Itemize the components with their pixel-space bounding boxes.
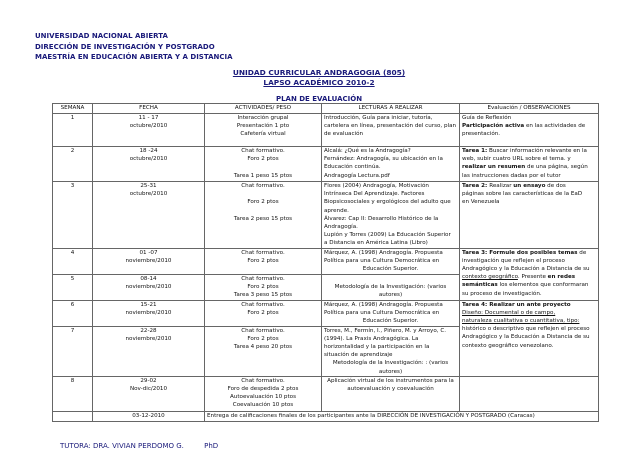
week-cell: 6 — [53, 300, 93, 326]
readings-cell: Metodología de la Investigación: (varios autores) — [322, 274, 460, 300]
activities-cell: Chat formativo. Foro 2 ptos Tarea 3 peso 15 ptos — [205, 274, 322, 300]
date-cell: 03-12-2010 — [93, 411, 205, 421]
tutor-degree: PhD — [204, 442, 219, 450]
table-row — [53, 114, 599, 147]
activities-cell: Chat formativo. Foro 2 ptos Tarea 4 peso 20 ptos — [205, 326, 322, 376]
week-cell: 1 — [53, 114, 93, 147]
course-title: UNIDAD CURRICULAR ANDRAGOGIA (805) — [232, 68, 406, 77]
evaluation-cell — [460, 376, 599, 411]
week-cell: 4 — [53, 248, 93, 274]
col-actividades: ACTIVIDADES/ PESO — [205, 104, 322, 114]
col-evaluacion: Evaluación / OBSERVACIONES — [460, 104, 599, 114]
direction-name: DIRECCIÓN DE INVESTIGACIÓN Y POSTGRADO — [35, 42, 215, 51]
table-row — [53, 376, 599, 411]
readings-cell: Flores (2004) Andragogía, Motivación Intrínseca Del Aprendizaje. Factores Biopsicosociales y ergológicos del adulto que aprende. Álvarez: Cap II: Desarrollo Histórico de la Andragogía. Lupión y Torres (2009) La Educación Superior a Distancia en América Latina (Libro) — [322, 182, 460, 249]
activities-cell: Chat formativo. Foro 2 ptos Tarea 2 peso 15 ptos — [205, 182, 322, 249]
week-cell: 8 — [53, 376, 93, 411]
academic-period: LAPSO ACADÉMICO 2010-2 — [263, 78, 375, 87]
readings-cell: Introducción, Guía para iniciar, tutoría, cartelera en línea, presentación del curso, plan de evaluación — [322, 114, 460, 147]
date-cell: 29-02 Nov-dic/2010 — [93, 376, 205, 411]
evaluation-cell: Tarea 1: Buscar información relevante en la web, subir cuatro URL sobre el tema. y realizar un resumen de una página, según las instrucciones dadas por el tutor — [460, 147, 599, 182]
week-cell: 7 — [53, 326, 93, 376]
plan-title: PLAN DE EVALUACIÓN — [275, 95, 363, 103]
table-header-row — [53, 104, 599, 114]
tutor-footer — [60, 442, 218, 450]
col-lecturas: LECTURAS A REALIZAR — [322, 104, 460, 114]
final-grades-note: Entrega de calificaciones finales de los participantes ante la DIRECCIÓN DE INVESTIGACIÓN Y POSTGRADO (Caracas) — [205, 411, 599, 421]
evaluation-cell: Tarea 3: Formule dos posibles temas de investigación que reflejen el proceso Andragógico y la Educación a Distancia de su contexto geográfico. Presente en redes semánticas los elementos que conformaran su proceso de investigación. — [460, 248, 599, 300]
activities-cell: Chat formativo. Foro 2 ptos — [205, 248, 322, 274]
date-cell: 25-31 octubre/2010 — [93, 182, 205, 249]
week-cell: 2 — [53, 147, 93, 182]
activities-cell: Chat formativo. Foro de despedida 2 ptos Autoevaluación 10 ptos Coevaluación 10 ptos — [205, 376, 322, 411]
date-cell: 15-21 noviembre/2010 — [93, 300, 205, 326]
week-cell — [53, 411, 93, 421]
table-row — [53, 248, 599, 274]
evaluation-plan-table — [52, 103, 599, 422]
table-row — [53, 147, 599, 182]
table-row — [53, 182, 599, 249]
col-fecha: FECHA — [93, 104, 205, 114]
university-name: UNIVERSIDAD NACIONAL ABIERTA — [35, 32, 168, 40]
table-row — [53, 300, 599, 326]
readings-cell: Torres, M., Fermín, I., Piñero, M. y Arroyo, C. (1994). La Praxis Andragógica. La horizontalidad y la participación en la situación de aprendizaje Metodología de la Investigación: : (varios autores) — [322, 326, 460, 376]
date-cell: 08-14 noviembre/2010 — [93, 274, 205, 300]
date-cell: 22-28 noviembre/2010 — [93, 326, 205, 376]
week-cell: 3 — [53, 182, 93, 249]
activities-cell: Chat formativo. Foro 2 ptos Tarea 1 peso 15 ptos — [205, 147, 322, 182]
evaluation-cell: Tarea 2: Realizar un ensayo de dos páginas sobre las características de la EaD en Venezuela — [460, 182, 599, 249]
activities-cell: Chat formativo. Foro 2 ptos — [205, 300, 322, 326]
date-cell: 11 - 17 octubre/2010 — [93, 114, 205, 147]
date-cell: 18 -24 octubre/2010 — [93, 147, 205, 182]
readings-cell: Alcalá: ¿Qué es la Andragogía? Fernández: Andragogía, su ubicación en la Educación continúa. Andragogía Lectura.pdf — [322, 147, 460, 182]
final-grades-row — [53, 411, 599, 421]
date-cell: 01 -07 noviembre/2010 — [93, 248, 205, 274]
readings-cell: Márquez, A. (1998) Andragogía. Propuesta Política para una Cultura Democrática en Educación Superior. — [322, 300, 460, 326]
week-cell: 5 — [53, 274, 93, 300]
program-name: MAESTRÍA EN EDUCACIÓN ABIERTA Y A DISTANCIA — [35, 53, 233, 61]
institution-header — [35, 31, 233, 63]
tutor-name: TUTORA: DRA. VIVIAN PERDOMO G. — [60, 442, 184, 450]
readings-cell: Aplicación virtual de los instrumentos para la autoevaluación y coevaluación — [322, 376, 460, 411]
evaluation-cell: Tarea 4: Realizar un ante proyecto Diseño: Documental o de campo, naturaleza cualitativa o cuantitativa, tipo: histórico o descriptivo que reflejen el proceso Andragógico y la Educación a Distancia de su contexto geográfico venezolano. — [460, 300, 599, 376]
evaluation-cell: Guía de Reflexión Participación activa en las actividades de presentación. — [460, 114, 599, 147]
readings-cell: Márquez, A. (1998) Andragogía. Propuesta Política para una Cultura Democrática en Educación Superior. — [322, 248, 460, 274]
activities-cell: Interacción grupal Presentación 1 pto Cafetería virtual — [205, 114, 322, 147]
col-semana: SEMANA — [53, 104, 93, 114]
